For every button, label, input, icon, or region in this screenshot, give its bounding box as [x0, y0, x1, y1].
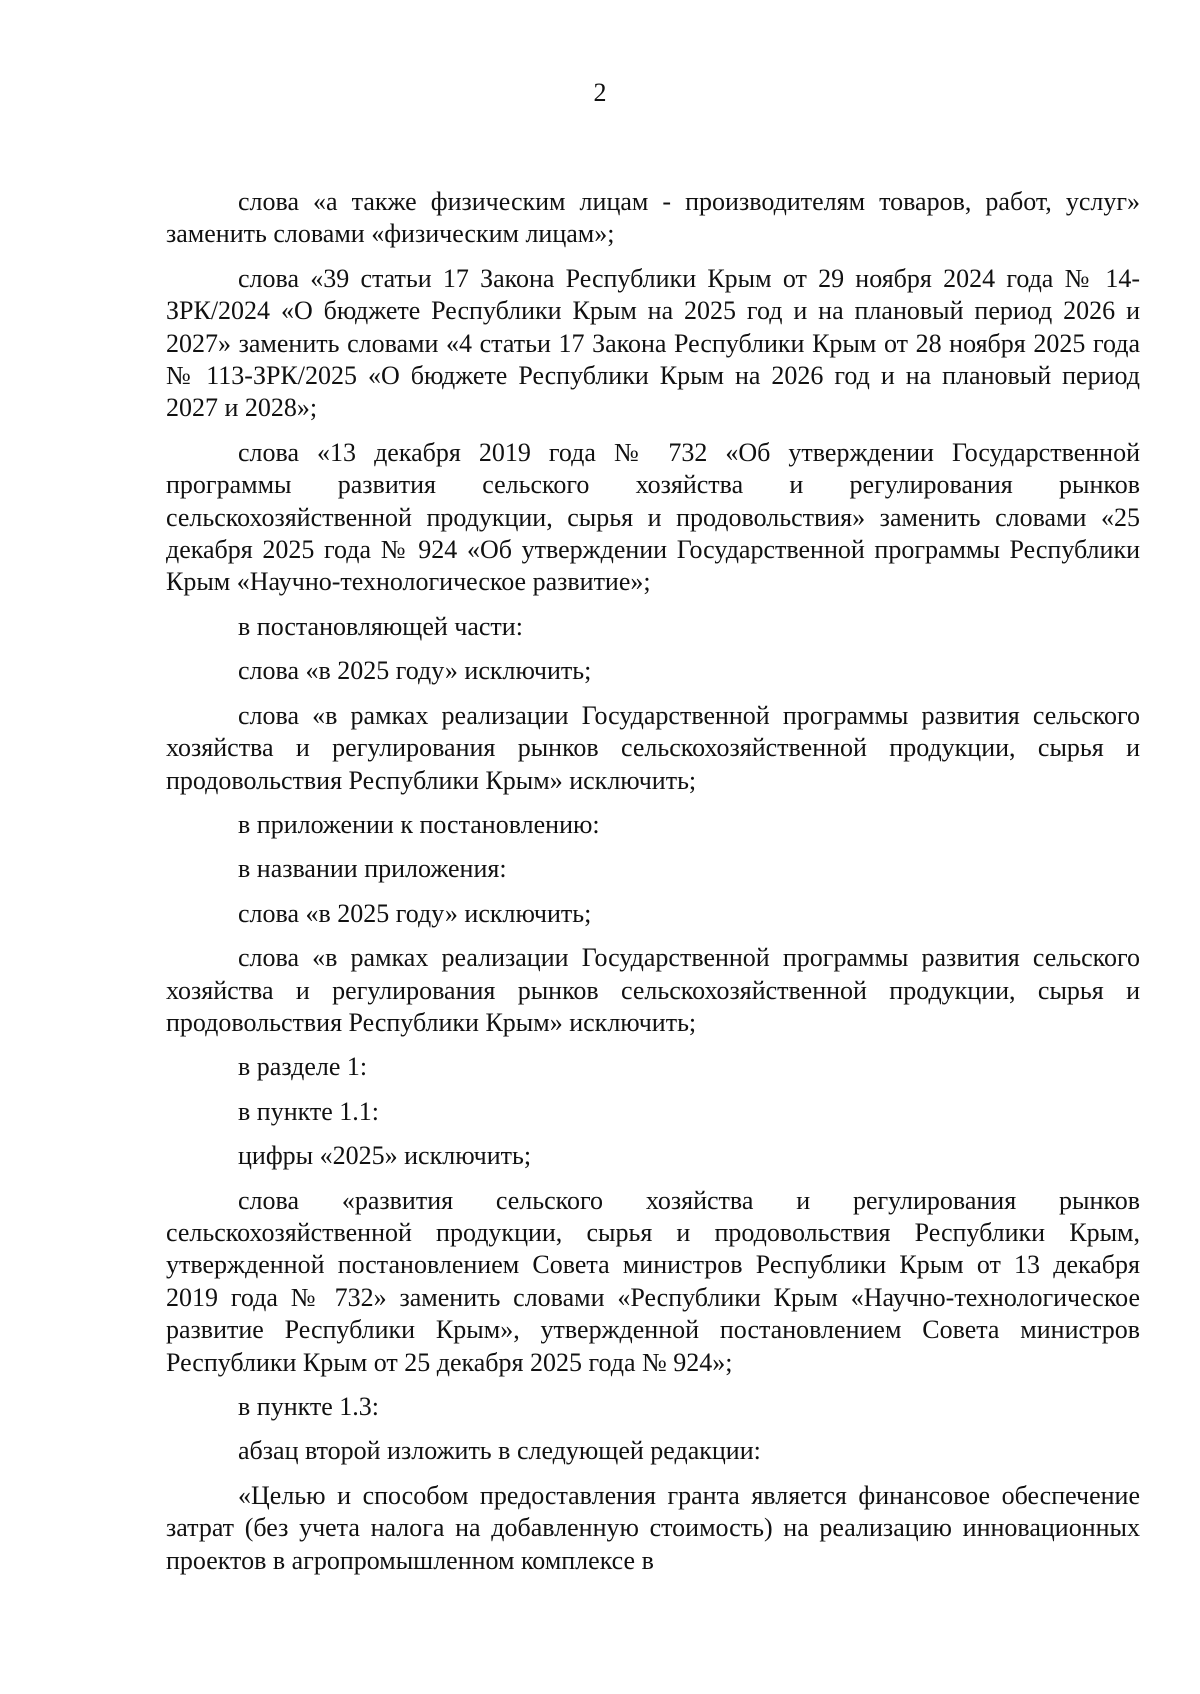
document-body [166, 186, 1140, 1577]
paragraph-14: слова «развития сельского хозяйства и регулирования рынков сельскохозяйственной продукции, сырья и продовольствия Республики Крым, утвержденной постановлением Совета министров Республики Крым от 13 декабря 2019 года № 732» заменить словами «Республики Крым «Научно-технологическое развитие Республики Крым», утвержденной постановлением Совета министров Республики Крым от 25 декабря 2025 года № 924»; [166, 1185, 1140, 1377]
paragraph-17: «Целью и способом предоставления гранта является финансовое обеспечение затрат (без учета налога на добавленную стоимость) на реализацию инновационных проектов в агропромышленном комплексе в [166, 1480, 1140, 1575]
paragraph-16: абзац второй изложить в следующей редакции: [238, 1436, 761, 1466]
paragraph-11: в разделе 1: [238, 1052, 368, 1082]
paragraph-4: в постановляющей части: [238, 611, 523, 641]
paragraph-13: цифры «2025» исключить; [238, 1141, 532, 1171]
paragraph-3: слова «13 декабря 2019 года № 732 «Об утверждении Государственной программы развития сельского хозяйства и регулирования рынков сельскохозяйственной продукции, сырья и продовольствия» заменить словами «25 декабря 2025 года № 924 «Об утверждении Государственной программы Республики Крым «Научно-технологическое развитие»; [166, 437, 1140, 597]
paragraph-6: слова «в рамках реализации Государственной программы развития сельского хозяйства и регулирования рынков сельскохозяйственной продукции, сырья и продовольствия Республики Крым» исключить; [166, 700, 1140, 795]
paragraph-8: в названии приложения: [238, 854, 507, 884]
paragraph-2: слова «39 статьи 17 Закона Республики Крым от 29 ноября 2024 года № 14-ЗРК/2024 «О бюджете Республики Крым на 2025 год и на плановый период 2026 и 2027» заменить словами «4 статьи 17 Закона Республики Крым от 28 ноября 2025 года № 113-ЗРК/2025 «О бюджете Республики Крым на 2026 год и на плановый период 2027 и 2028»; [166, 263, 1140, 423]
paragraph-9: слова «в 2025 году» исключить; [238, 898, 592, 928]
paragraph-1: слова «а также физическим лицам - производителям товаров, работ, услуг» заменить словами «физическим лицам»; [166, 187, 1140, 249]
paragraph-10: слова «в рамках реализации Государственной программы развития сельского хозяйства и регулирования рынков сельскохозяйственной продукции, сырья и продовольствия Республики Крым» исключить; [166, 943, 1140, 1037]
paragraph-5: слова «в 2025 году» исключить; [238, 656, 592, 686]
paragraph-15: в пункте 1.3: [238, 1392, 380, 1421]
paragraph-12: в пункте 1.1: [238, 1096, 380, 1126]
paragraph-7: в приложении к постановлению: [238, 809, 600, 839]
page-number: 2 [593, 78, 607, 107]
